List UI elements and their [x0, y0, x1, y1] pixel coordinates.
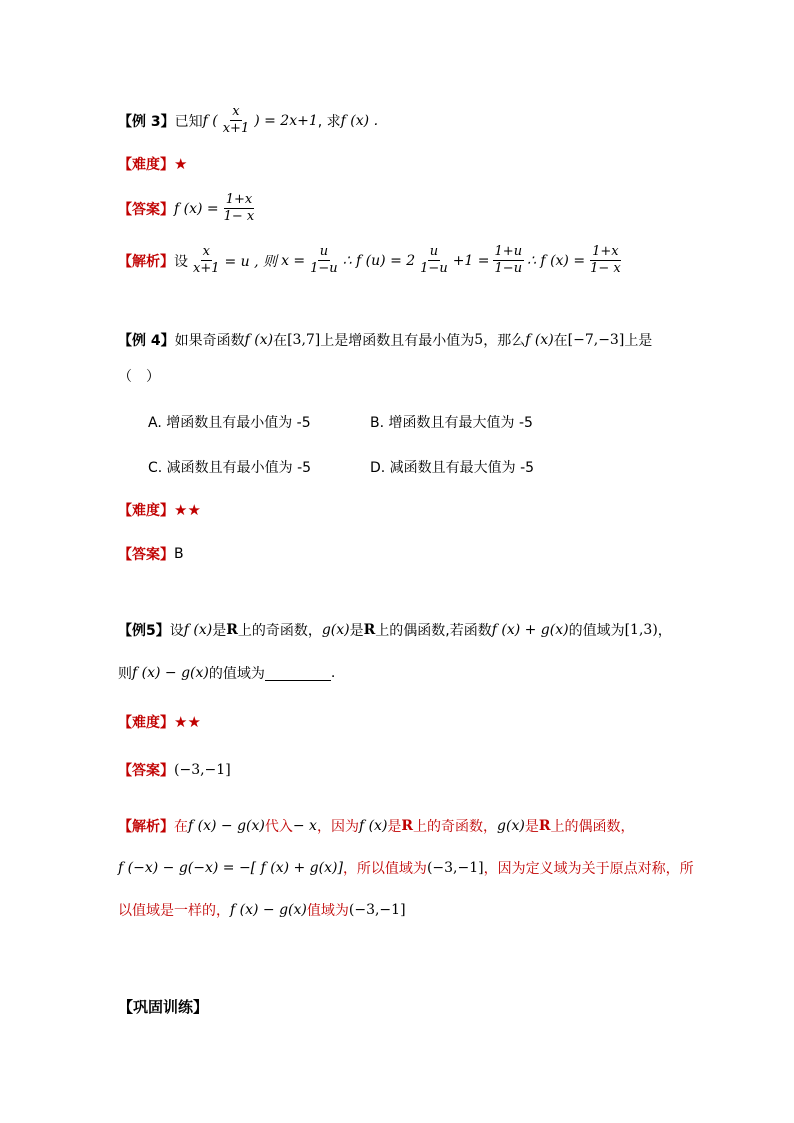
ex5-q-text: 则 [118, 666, 132, 682]
ex5-a-text: 上的奇函数， [413, 819, 498, 835]
ex5-f-minus-g: f (x) − g(x) [132, 665, 209, 681]
frac-num: 1+u [494, 244, 523, 259]
ex5-a-text: 是 [387, 819, 402, 835]
ex3-frac-den: x+1 [222, 121, 250, 136]
frac-num: x [202, 244, 210, 259]
ex5-a-text: 是 [524, 819, 539, 835]
ex4-fx: f (x) [244, 332, 274, 348]
ex5-a-text: 以值域是一样的， [118, 903, 230, 919]
ex5-a-R: R [401, 818, 414, 834]
ex5-a-expr: f (x) − g(x) [230, 902, 307, 918]
ex5-q-text: 的值域为 [208, 666, 265, 682]
ex5-analysis-line1 [118, 816, 634, 836]
ex3-difficulty [118, 154, 187, 174]
ex3-an-x-eq: x = [281, 252, 306, 269]
ex4-q-text: ，那么 [483, 333, 526, 349]
ex5-q-text: 设 [169, 623, 184, 639]
frac-num: u [429, 244, 439, 259]
ex4-option-c: C. 减函数且有最小值为 -5 [148, 460, 312, 476]
ex5-a-range: (−3,−1] [348, 902, 406, 918]
ex5-analysis-line3 [118, 900, 406, 920]
ex4-q-text: 上是 [624, 333, 653, 349]
frac-den: x+1 [193, 261, 220, 276]
ex4-answer-label: 【答案】 [118, 547, 174, 563]
ex5-a-R: R [538, 818, 551, 834]
ex3-answer-label: 【答案】 [118, 201, 174, 218]
ex5-analysis-line2 [118, 858, 694, 878]
ex5-a-text: ，因为定义域为关于原点对称，所 [483, 861, 694, 877]
ex4-q-text: 在 [273, 333, 288, 349]
frac-den: 1−u [494, 261, 523, 276]
ex3-an-frac1 [191, 244, 222, 277]
ex3-an-eq-u: = u , 则 [224, 253, 278, 270]
ex3-eq-rhs: ) = 2x+1 [254, 112, 318, 129]
ex4-difficulty-label: 【难度】 [118, 503, 174, 519]
ex3-answer-fraction [222, 192, 257, 225]
ex5-gx: g(x) [321, 622, 350, 638]
ex3-fraction [221, 104, 252, 137]
ex3-given: 已知 [174, 113, 203, 130]
answer-blank[interactable] [265, 666, 331, 681]
ex3-an-therefore2: ∴ f (x) = [527, 252, 586, 269]
ex5-a-expr: f (x) [358, 818, 388, 834]
ex3-answer-num: 1+x [225, 192, 253, 207]
ex5-analysis-label: 【解析】 [118, 819, 174, 835]
ex5-R: R [363, 622, 376, 638]
section-title [118, 996, 208, 1017]
ex5-q-text: 是 [349, 623, 364, 639]
section-title-text: 【巩固训练】 [118, 998, 209, 1016]
ex3-question [118, 104, 378, 137]
frac-num: u [319, 244, 329, 259]
ex5-answer-value: (−3,−1] [174, 762, 231, 778]
ex5-range: [1,3) [624, 622, 658, 638]
ex5-answer [118, 760, 231, 780]
ex5-a-text: 代入 [264, 819, 293, 835]
ex3-frac-num: x [232, 104, 240, 119]
ex5-q-text: 上的奇函数， [237, 623, 322, 639]
ex3-analysis [118, 244, 626, 277]
ex4-interval: [3,7] [287, 332, 321, 348]
ex5-a-expr: f (x) − g(x) [188, 818, 265, 834]
ex4-fx: f (x) [525, 332, 554, 348]
ex5-q-text: 是 [212, 623, 227, 639]
ex4-option-b: B. 增函数且有最大值为 -5 [370, 415, 533, 431]
ex5-q-text: ， [657, 623, 672, 639]
ex5-a-text: ，因为 [316, 819, 359, 835]
ex4-option-d: D. 减函数且有最大值为 -5 [370, 460, 535, 476]
ex5-a-text: 在 [174, 819, 188, 835]
ex3-analysis-set: 设 [174, 253, 188, 270]
ex5-a-expr: − x [292, 818, 317, 834]
frac-den: 1−u [310, 261, 338, 276]
ex3-an-frac5 [588, 244, 623, 277]
ex5-a-range: (−3,−1] [426, 860, 484, 876]
ex5-a-text: ，所以值域为 [342, 861, 427, 877]
ex3-answer-lhs: f (x) = [174, 200, 219, 217]
ex4-paren [118, 366, 160, 386]
ex3-an-frac3 [418, 244, 450, 277]
ex4-option-a: A. 增函数且有最小值为 -5 [148, 415, 311, 431]
ex5-R: R [226, 622, 238, 638]
ex3-an-frac4 [493, 244, 525, 277]
ex5-fx: f (x) [183, 622, 213, 638]
ex4-q-text: 如果奇函数 [174, 333, 245, 349]
ex5-difficulty-label: 【难度】 [118, 715, 174, 731]
ex5-question-line1 [118, 620, 672, 640]
ex5-a-expr: f (−x) − g(−x) = −[ f (x) + g(x)] [118, 860, 343, 876]
ex4-difficulty [118, 500, 201, 520]
ex5-label: 【例5】 [118, 623, 170, 639]
ex5-f-plus-g: f (x) + g(x) [491, 622, 569, 638]
ex5-question-line2 [118, 663, 335, 683]
ex3-eq-lhs: f ( [202, 112, 218, 129]
ex5-q-text: 上的偶函数,若函数 [375, 623, 492, 639]
answer-blank-paren: （ ） [118, 369, 160, 385]
ex4-q-text: 上是增函数且有最小值为 [320, 333, 475, 349]
ex5-a-text: 值域为 [306, 903, 349, 919]
ex3-an-therefore1: ∴ f (u) = 2 [342, 252, 416, 269]
star-icon: ★ [174, 155, 188, 173]
star-icon: ★★ [174, 501, 201, 519]
frac-den: 1−u [420, 261, 448, 276]
ex4-min-value: 5 [474, 332, 484, 348]
ex3-difficulty-label: 【难度】 [118, 157, 174, 173]
ex4-q-text: 在 [553, 333, 568, 349]
ex3-an-plus1: +1 = [452, 252, 490, 269]
ex5-a-text: 上的偶函数， [550, 819, 635, 835]
frac-num: 1+x [592, 244, 619, 259]
ex5-answer-label: 【答案】 [118, 763, 174, 779]
ex4-question [118, 330, 652, 350]
ex5-a-expr: g(x) [497, 818, 525, 834]
ex3-answer [118, 192, 259, 225]
ex3-label: 【例 3】 [118, 113, 175, 130]
ex4-answer [118, 544, 184, 564]
ex4-label: 【例 4】 [118, 333, 175, 349]
ex3-an-frac2 [308, 244, 340, 277]
ex5-q-text: 的值域为 [568, 623, 625, 639]
star-icon: ★★ [174, 713, 201, 731]
ex3-ask: , 求 [317, 113, 341, 130]
ex5-period: . [330, 665, 336, 681]
ex4-answer-value: B [174, 546, 184, 562]
ex3-target: f (x) . [340, 112, 379, 129]
ex3-answer-den: 1− x [223, 209, 255, 224]
frac-den: 1− x [590, 261, 621, 276]
ex3-analysis-label: 【解析】 [118, 253, 174, 270]
ex5-difficulty [118, 712, 201, 732]
ex4-interval: [−7,−3] [567, 332, 625, 348]
